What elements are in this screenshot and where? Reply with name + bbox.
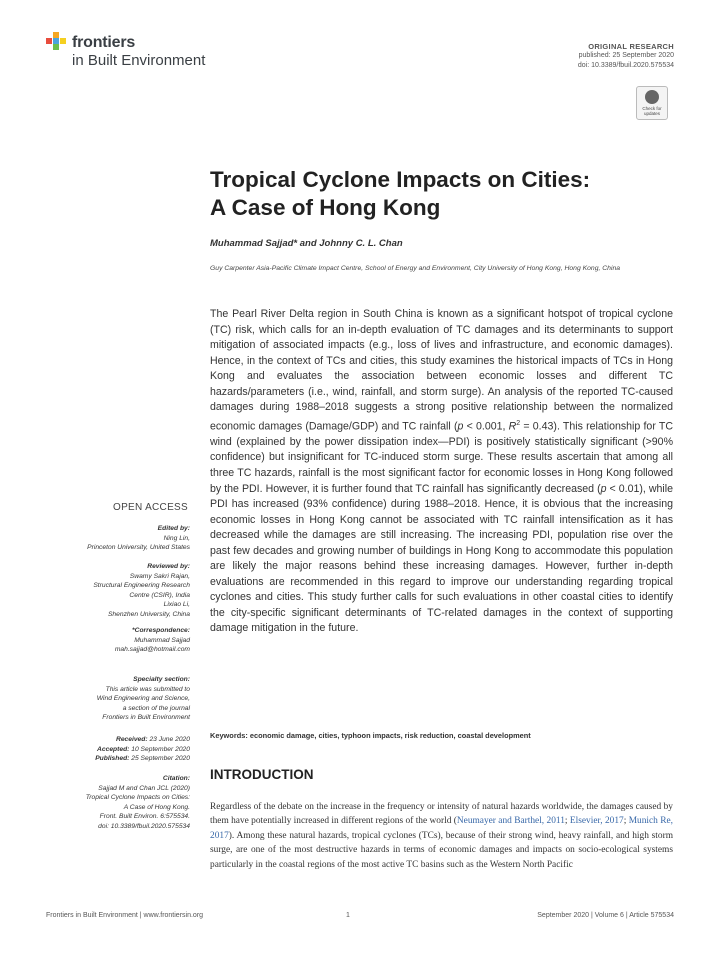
abstract-text-2: = 0.43). This relationship for TC wind (explained by the power dissipation index—PDI) is positively statistically significant (>90% confidence) but insignificant for TC-induced storm surge. These results ascertain that among all three TC hazards, rainfall is the most significant factor for economic losses in Hong Kong followed by the PDI. However, it is further found that TC rainfall has significantly decreased (	[210, 420, 673, 495]
correspondence-heading: *Correspondence:	[132, 627, 190, 634]
specialty-line: Frontiers in Built Environment	[102, 714, 190, 722]
specialty-line: Wind Engineering and Science,	[96, 695, 190, 703]
authors: Muhammad Sajjad* and Johnny C. L. Chan	[210, 238, 403, 249]
abstract-text-1: The Pearl River Delta region in South China is known as a significant hotspot of tropical cyclone (TC) risk, which calls for an in-depth evaluation of TC damages and its determinants to support mitigation of associated impacts (e.g., loss of lives and infrastructure, and economic damages). Hence, in the context of TCs and cities, this study examines the historical impacts of TCs in Hong Kong and evaluates the association between economic losses and different TC hazards/parameters (i.e., wind, rainfall, and storm surge). An analysis of the reported TC-caused damages during 1988–2018 suggests a strong positive relationship between the normalized economic damages (Damage/GDP) and TC rainfall (	[210, 308, 673, 433]
open-access-label: OPEN ACCESS	[113, 502, 188, 513]
dates-section	[40, 735, 190, 764]
r2-superscript: 2	[516, 419, 521, 427]
published-date: published: 25 September 2020	[578, 52, 674, 59]
badge-label: Check for updates	[642, 106, 662, 116]
correspondence-section	[40, 626, 190, 655]
received-value: 23 June 2020	[147, 736, 190, 743]
edited-by-heading: Edited by:	[157, 525, 190, 532]
p-symbol-2: p	[600, 482, 607, 495]
received-date	[40, 735, 190, 745]
intro-sep-2: ;	[623, 816, 629, 827]
reviewer-line: Lixiao Li,	[163, 601, 190, 609]
accepted-date	[40, 745, 190, 755]
doi[interactable]: doi: 10.3389/fbuil.2020.575534	[577, 62, 674, 69]
check-for-updates-badge[interactable]	[636, 86, 668, 120]
received-label: Received:	[115, 736, 148, 743]
citation-line: Sajjad M and Chan JCL (2020)	[98, 784, 190, 792]
introduction-text	[210, 800, 673, 872]
footer-issue: September 2020 | Volume 6 | Article 575534	[537, 912, 674, 919]
keywords	[210, 731, 670, 740]
title-line-1: Tropical Cyclone Impacts on Cities:	[210, 167, 591, 192]
keywords-text: economic damage, cities, typhoon impacts, risk reduction, coastal development	[247, 731, 531, 740]
footer-journal[interactable]: Frontiers in Built Environment | www.frontiersin.org	[46, 912, 204, 919]
article-title	[210, 166, 670, 222]
frontiers-logo-icon	[46, 30, 68, 52]
logo-journal: in Built Environment	[72, 52, 206, 69]
reviewer-line: Swamy Sakri Rajan,	[129, 572, 190, 580]
citation-heading: Citation:	[162, 775, 190, 782]
intro-sep-1: ;	[564, 816, 570, 827]
published-sidebar-date	[40, 754, 190, 764]
edited-by-section	[40, 524, 190, 553]
reviewer-line: Structural Engineering Research	[93, 582, 190, 590]
intro-text-2: ). Among these natural hazards, tropical cyclones (TCs), because of their strong wind, heavy rainfall, and high storm surge, are one of the most destructive hazards in terms of economic damages and impacts on socio-ecological systems particularly in the coastal regions of the most active TC basins such as the Western North Pacific	[210, 830, 673, 870]
citation-line: doi: 10.3389/fbuil.2020.575534	[98, 822, 190, 830]
citation-section	[40, 774, 190, 832]
check-updates-icon	[645, 90, 659, 104]
correspondence-name: Muhammad Sajjad	[134, 636, 190, 644]
article-header	[414, 42, 674, 71]
r2-symbol: R	[508, 420, 517, 433]
specialty-section	[40, 675, 190, 723]
citation-line: A Case of Hong Kong.	[123, 803, 190, 811]
abstract-text-3: < 0.01), while PDI has increased (93% confidence) during 1988–2018. Hence, it is obvious that the increasing economic losses in Hong Kong cannot be associated with TC rainfall intensification as it has decreased while the damages are still increasing. The increasing PDI, population rise over the past few decades and growing number of buildings in Hong Kong to accommodate this population are likely the major reasons behind these increasing damages. However, further in-depth evaluations are recommended in this regard to improve our understanding regarding tropical cyclones and cities. This study further calls for such evaluations in other coastal cities to identify the city-specific significant determinants of TC-related damages in the context of supporting damage mitigation in the future.	[210, 482, 673, 635]
citation-link[interactable]: Munich Re, 2017	[210, 816, 673, 841]
citation-line: Tropical Cyclone Impacts on Cities:	[85, 794, 190, 802]
accepted-label: Accepted:	[97, 745, 130, 753]
abstract	[210, 307, 673, 637]
article-type: ORIGINAL RESEARCH	[588, 42, 674, 51]
citation-line: Front. Built Environ. 6:575534.	[99, 813, 190, 821]
logo-brand: frontiers	[72, 34, 136, 51]
editor-affiliation: Princeton University, United States	[87, 544, 190, 552]
title-line-2: A Case of Hong Kong	[210, 195, 441, 220]
published-value: 25 September 2020	[129, 755, 190, 763]
affiliation: Guy Carpenter Asia-Pacific Climate Impact Centre, School of Energy and Environment, City University of Hong Kong, Hong Kong, China	[210, 265, 621, 272]
specialty-line: This article was submitted to	[105, 685, 190, 693]
citation-link[interactable]: Elsevier, 2017	[569, 816, 624, 827]
published-label: Published:	[95, 755, 130, 763]
p-symbol: p	[457, 420, 464, 433]
reviewer-line: Centre (CSIR), India	[129, 591, 190, 599]
reviewed-by-section	[40, 562, 190, 620]
reviewer-line: Shenzhen University, China	[107, 610, 190, 618]
reviewed-by-heading: Reviewed by:	[147, 563, 190, 570]
specialty-line: a section of the journal	[122, 704, 190, 712]
correspondence-email[interactable]: mah.sajjad@hotmail.com	[114, 646, 190, 654]
keywords-label: Keywords:	[210, 731, 248, 740]
footer-page-number: 1	[346, 912, 350, 919]
introduction-heading: INTRODUCTION	[210, 767, 314, 782]
abstract-stat-1: < 0.001,	[463, 420, 509, 433]
accepted-value: 10 September 2020	[129, 745, 190, 753]
specialty-heading: Specialty section:	[133, 676, 190, 683]
journal-logo	[46, 28, 246, 72]
citation-link[interactable]: Neumayer and Barthel, 2011	[456, 816, 565, 827]
editor-name: Ning Lin,	[163, 534, 190, 542]
intro-text-1: Regardless of the debate on the increase in the frequency or intensity of natural hazards worldwide, the damages caused by them have potentially increased in different regions of the world (	[210, 802, 673, 827]
